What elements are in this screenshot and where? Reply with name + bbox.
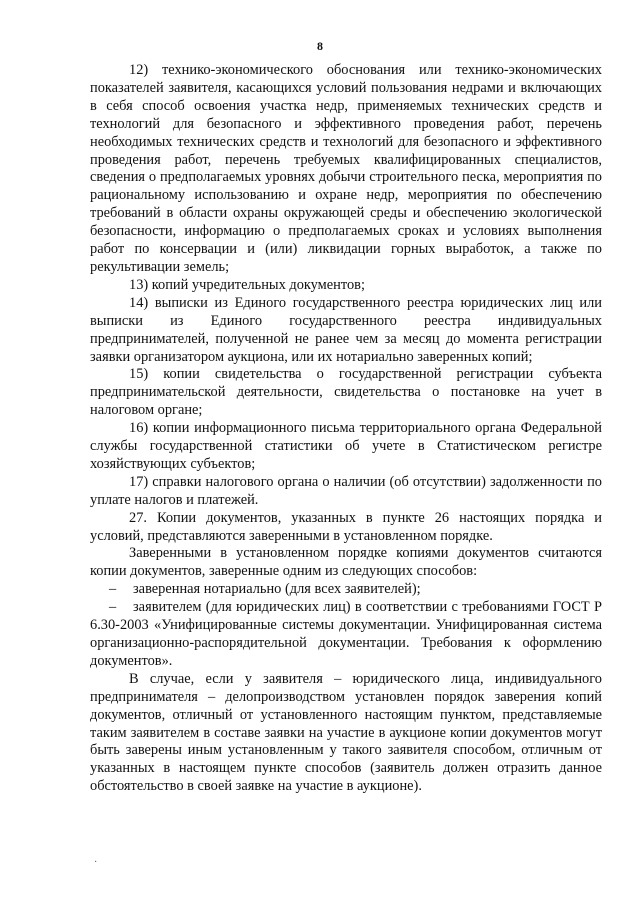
- paragraph-other-procedure: В случае, если у заявителя – юридического лица, индивидуального предпринимателя – делопроизводством установлен порядок заверения копий документов, отличный от установленного настоящим пунктом, представляемые таким заявителем в составе заявки на участие в аукционе копии документов могут быть заверены иным установленным у такого заявителя способом, отличным от указанных в настоящем пункте способов (заявитель должен отразить данное обстоятельство в своей заявке на участие в аукционе).: [90, 670, 602, 795]
- dash-marker: –: [109, 599, 117, 616]
- paragraph-certified-copies: Заверенными в установленном порядке копиями документов считаются копии документов, заверенные одним из следующих способов:: [90, 545, 602, 580]
- dash-marker: –: [109, 581, 117, 598]
- paragraph-item-15: 15) копии свидетельства о государственной регистрации субъекта предпринимательской деятельности, свидетельства о постановке на учет в налоговом органе;: [90, 366, 602, 419]
- scan-artifact: ·: [94, 857, 98, 868]
- paragraph-clause-27: 27. Копии документов, указанных в пункте 26 настоящих порядка и условий, представляются заверенными в установленном порядке.: [90, 509, 602, 544]
- paragraph-item-17: 17) справки налогового органа о наличии (об отсутствии) задолженности по уплате налогов и платежей.: [90, 473, 602, 508]
- list-item-text: заявителем (для юридических лиц) в соответствии с требованиями ГОСТ Р 6.30-2003 «Унифицированные системы документации. Унифицированная система организационно-распорядительной документации. Требования к оформлению документов».: [90, 599, 602, 669]
- paragraph-item-13: 13) копий учредительных документов;: [129, 276, 365, 293]
- paragraph-item-16: 16) копии информационного письма территориального органа Федеральной службы государственной статистики об учете в Статистическом регистре хозяйствующих субъектов;: [90, 420, 602, 472]
- document-body: [90, 62, 602, 796]
- list-item-text: заверенная нотариально (для всех заявителей);: [133, 581, 421, 598]
- paragraph-item-14: 14) выписки из Единого государственного реестра юридических лиц или выписки из Единого государственного реестра индивидуальных предпринимателей, полученной не ранее чем за месяц до момента регистрации заявки организатором аукциона, или их нотариально заверенных копий;: [90, 294, 602, 365]
- paragraph-item-12: 12) технико-экономического обоснования или технико-экономических показателей заявителя, касающихся условий пользования недрами и включающих в себя способ освоения участка недр, применяемых технических средств и технологий для безопасного и эффективного проведения работ, перечень необходимых технических средств и технологий для безопасного и эффективного проведения работ, перечень требуемых квалифицированных специалистов, сведения о предполагаемых уровнях добычи строительного песка, мероприятия по рациональному использованию и охране недр, мероприятия по обеспечению требований в области охраны окружающей среды и обеспечению экологической безопасности, информацию о предполагаемых сроках и условиях выполнения работ по консервации и (или) ликвидации горных выработок, а также по рекультивации земель;: [90, 62, 602, 275]
- list-item-notarial: [90, 581, 602, 599]
- list-item-applicant: [90, 599, 602, 671]
- page-number: 8: [317, 39, 323, 53]
